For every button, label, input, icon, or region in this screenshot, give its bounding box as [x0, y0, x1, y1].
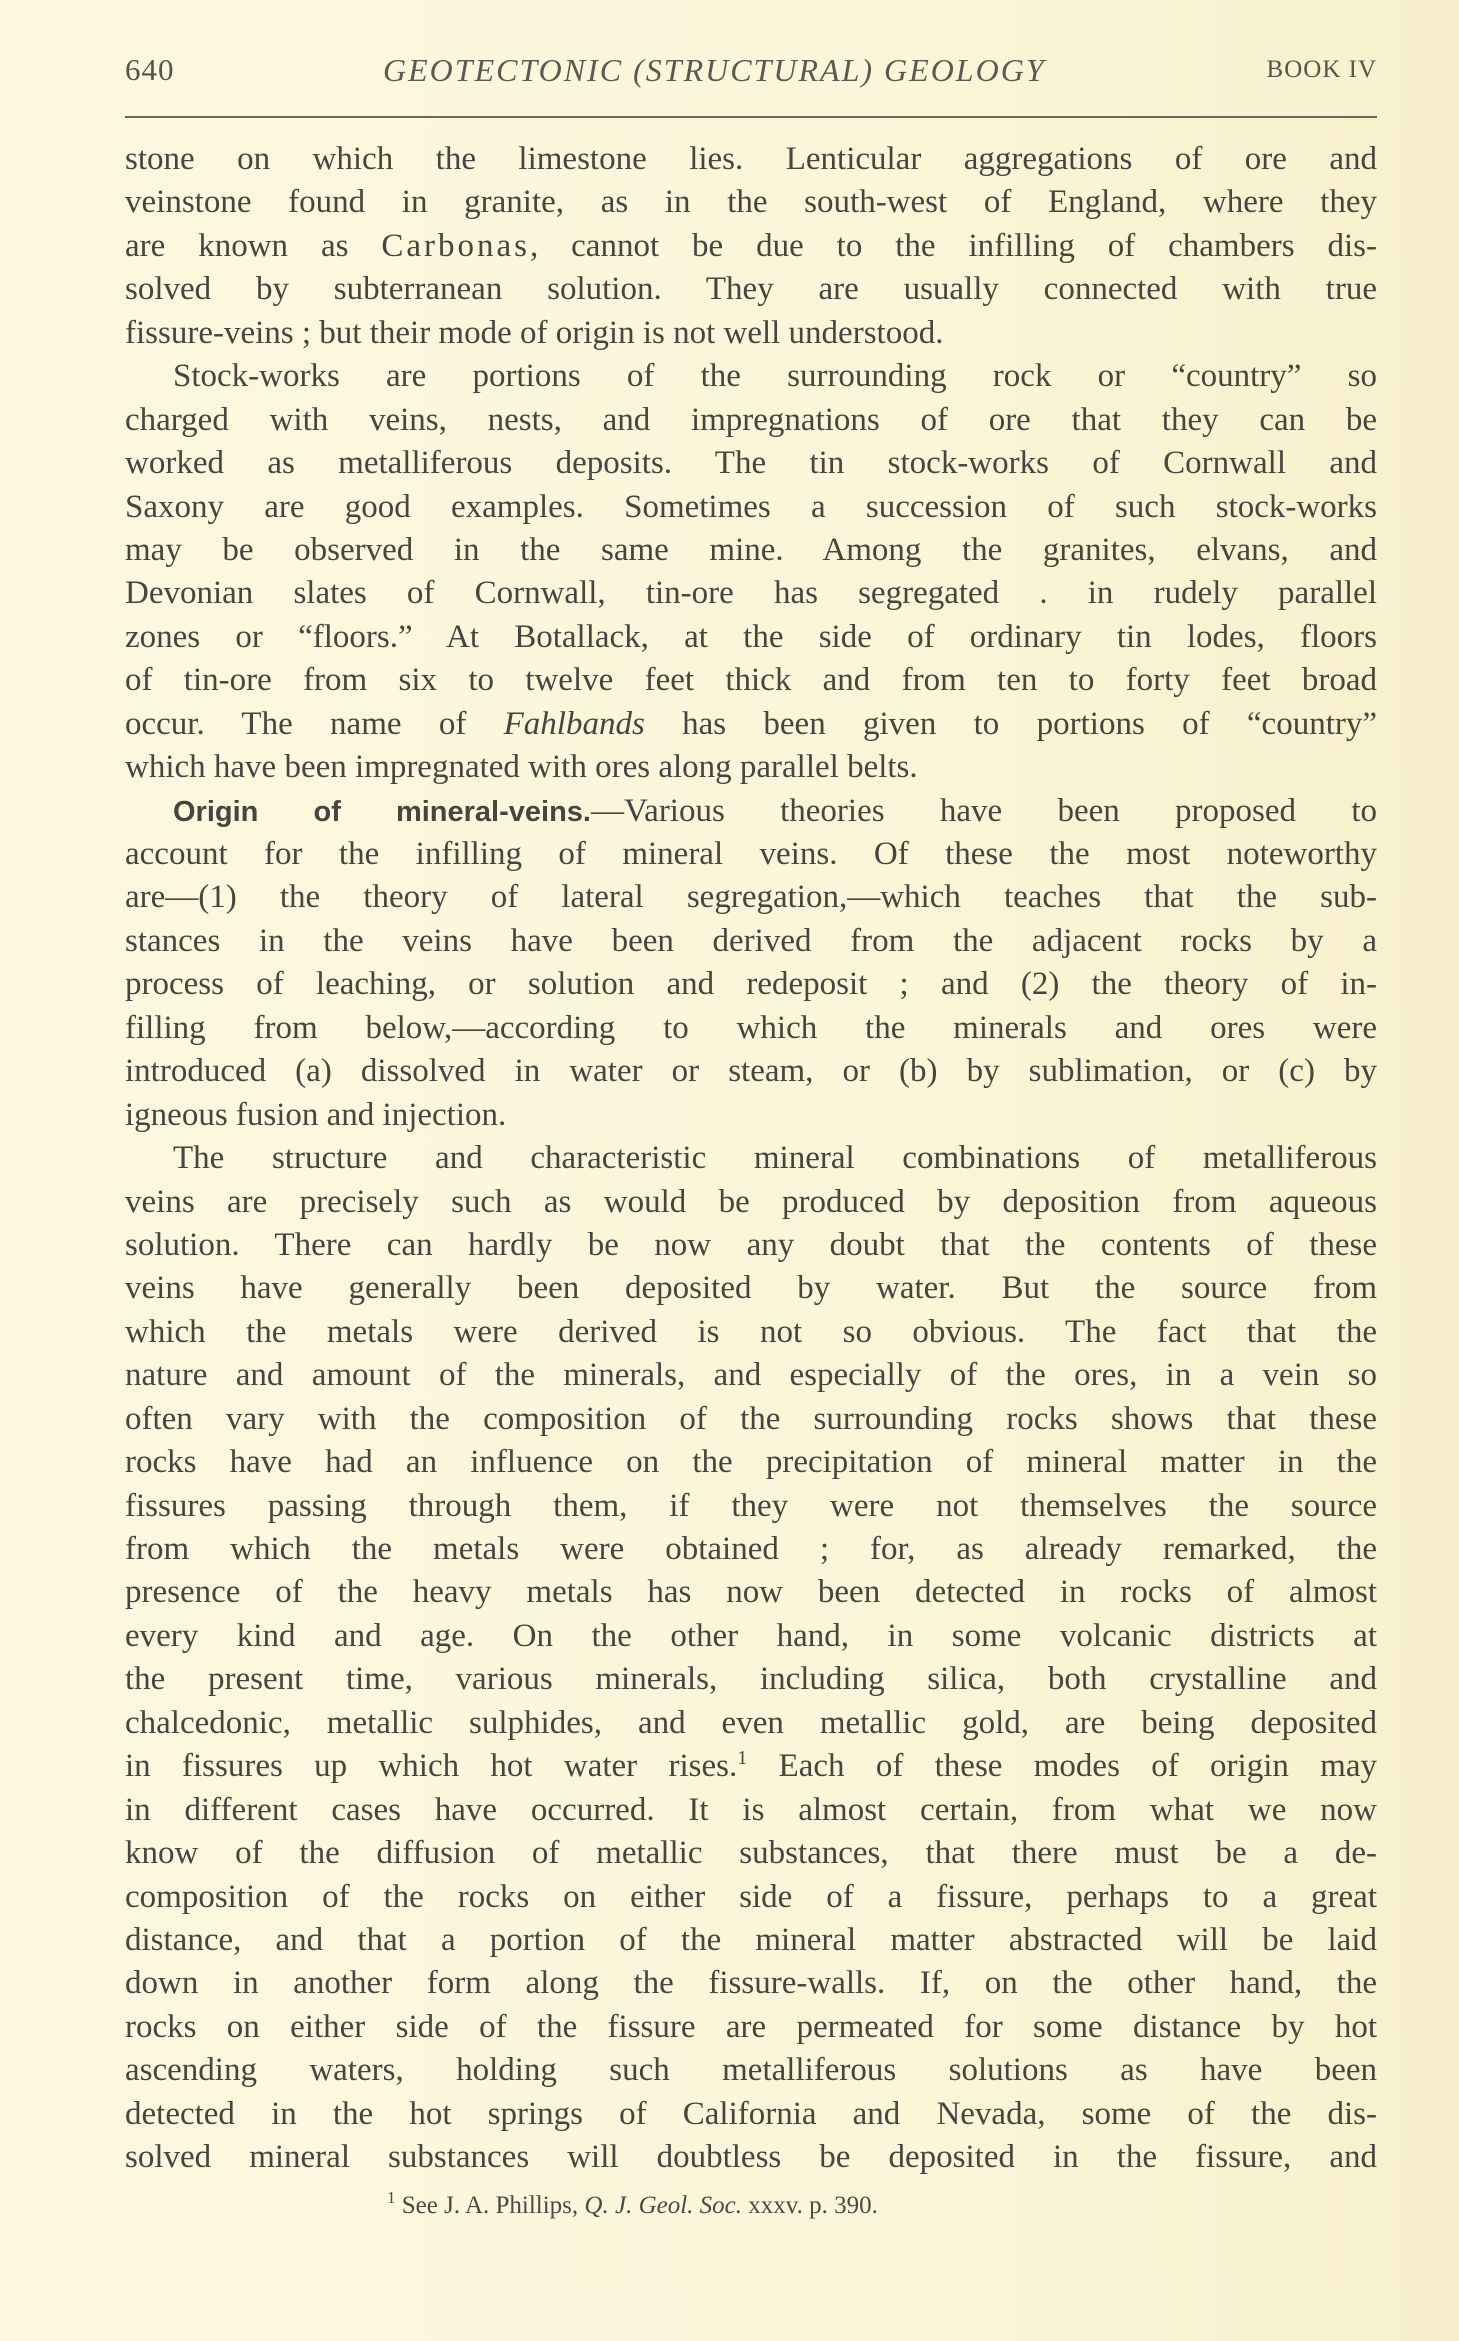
- text-line: [125, 2093, 1377, 2136]
- line-text: composition of the rocks on either side of a fissure, perhaps to a great: [125, 1878, 1377, 1915]
- text-line: [125, 1441, 1377, 1484]
- line-text: often vary with the composition of the surrounding rocks shows that these: [125, 1400, 1377, 1437]
- line-text: veins are precisely such as would be produced by deposition from aqueous: [125, 1183, 1377, 1220]
- line-text: Each of these modes of origin may: [747, 1748, 1377, 1785]
- footnote-journal: Q. J. Geol. Soc.: [584, 2192, 743, 2219]
- text-line: [125, 225, 1377, 268]
- text-line: [125, 1181, 1377, 1224]
- text-line: [125, 268, 1377, 311]
- text-line: [125, 1094, 1377, 1137]
- text-line: [125, 2006, 1377, 2049]
- text-line: [125, 876, 1377, 919]
- line-text: process of leaching, or solution and redeposit ; and (2) the theory of in-: [125, 966, 1377, 1003]
- text-line: [125, 1962, 1377, 2005]
- spaced-term: Carbonas: [381, 227, 530, 264]
- text-line: [125, 1745, 1377, 1788]
- line-text: are—(1) the theory of lateral segregation,—which teaches that the sub-: [125, 879, 1377, 916]
- text-line: [125, 1702, 1377, 1745]
- footnote-text-post: xxxv. p. 390.: [742, 2192, 878, 2219]
- header-rule: [125, 116, 1377, 118]
- italic-term: Fahlbands: [503, 705, 645, 742]
- text-line: [125, 1007, 1377, 1050]
- text-line: [125, 1658, 1377, 1701]
- running-title: GEOTECTONIC (STRUCTURAL) GEOLOGY: [383, 52, 1046, 88]
- page-number: 640: [125, 52, 175, 87]
- section-heading: Origin of mineral-veins.: [173, 795, 591, 828]
- text-line: [125, 1789, 1377, 1832]
- line-text: every kind and age. On the other hand, in some volcanic districts at: [125, 1617, 1377, 1654]
- footnote-text-pre: See J. A. Phillips,: [395, 2192, 585, 2219]
- text-line: [125, 616, 1377, 659]
- line-text: in fissures up which hot water rises.: [125, 1748, 738, 1785]
- text-line: [125, 790, 1377, 833]
- line-text: may be observed in the same mine. Among the granites, elvans, and: [125, 531, 1377, 568]
- line-text: —Various theories have been proposed to: [591, 792, 1377, 829]
- text-line: [125, 703, 1377, 746]
- text-line: [125, 1571, 1377, 1614]
- text-line: [125, 1224, 1377, 1267]
- text-line: [125, 1615, 1377, 1658]
- line-text: detected in the hot springs of California and Nevada, some of the dis-: [125, 2095, 1377, 2132]
- line-text: worked as metalliferous deposits. The tin stock-works of Cornwall and: [125, 445, 1377, 482]
- text-line: [125, 963, 1377, 1006]
- text-line: [125, 1832, 1377, 1875]
- line-text: are known as: [125, 227, 382, 264]
- line-text: the present time, various minerals, including silica, both crystalline and: [125, 1661, 1377, 1698]
- line-text: solution. There can hardly be now any doubt that the contents of these: [125, 1226, 1377, 1263]
- text-line: [125, 355, 1377, 398]
- line-text: zones or “floors.” At Botallack, at the side of ordinary tin lodes, floors: [125, 618, 1377, 655]
- text-line: [125, 1485, 1377, 1528]
- text-line: [125, 746, 1377, 789]
- line-text: from which the metals were obtained ; for, as already remarked, the: [125, 1531, 1377, 1567]
- line-text: occur. The name of: [125, 705, 504, 742]
- text-line: [125, 2049, 1377, 2092]
- line-text: stances in the veins have been derived from the adjacent rocks by a: [125, 922, 1377, 959]
- line-text: down in another form along the fissure-walls. If, on the other hand, the: [125, 1965, 1377, 2002]
- line-text: Saxony are good examples. Sometimes a succession of such stock-works: [125, 488, 1377, 525]
- text-line: [125, 529, 1377, 572]
- line-text: in different cases have occurred. It is almost certain, from what we now: [125, 1791, 1377, 1828]
- line-text: fissures passing through them, if they were not themselves the source: [125, 1487, 1377, 1524]
- line-text: introduced (a) dissolved in water or steam, or (b) by sublimation, or (c) by: [125, 1053, 1377, 1090]
- footnote-marker: 1: [387, 2188, 396, 2207]
- line-text: The structure and characteristic mineral combinations of metalliferous: [173, 1140, 1377, 1177]
- line-text: know of the diffusion of metallic substances, that there must be a de-: [125, 1835, 1377, 1872]
- line-text: igneous fusion and injection.: [125, 1096, 507, 1133]
- line-text: veins have generally been deposited by water. But the source from: [125, 1270, 1377, 1307]
- text-line: [125, 138, 1377, 181]
- line-text: ascending waters, holding such metalliferous solutions as have been: [125, 2052, 1377, 2089]
- line-text: fissure-veins ; but their mode of origin is not well understood.: [125, 314, 944, 351]
- text-line: [125, 1137, 1377, 1180]
- line-text: charged with veins, nests, and impregnations of ore that they can be: [125, 401, 1377, 438]
- line-text: solved by subterranean solution. They are usually connected with true: [125, 271, 1377, 308]
- text-line: [125, 399, 1377, 442]
- footnote-reference: 1: [737, 1747, 748, 1770]
- line-text: veinstone found in granite, as in the south-west of England, where they: [125, 184, 1377, 221]
- line-text: Devonian slates of Cornwall, tin-ore has segregated . in rudely parallel: [125, 575, 1377, 612]
- line-text: has been given to portions of “country”: [644, 705, 1377, 742]
- text-line: [125, 181, 1377, 224]
- text-line: [125, 486, 1377, 529]
- footnote: [387, 2188, 878, 2220]
- text-line: [125, 312, 1377, 355]
- line-text: rocks on either side of the fissure are permeated for some distance by hot: [125, 2008, 1377, 2045]
- line-text: , cannot be due to the infilling of chambers dis-: [530, 227, 1377, 264]
- line-text: of tin-ore from six to twelve feet thick and from ten to forty feet broad: [125, 662, 1377, 699]
- line-text: rocks have had an influence on the precipitation of mineral matter in the: [125, 1444, 1377, 1481]
- text-line: [125, 1050, 1377, 1093]
- body-text: [125, 138, 1377, 2180]
- text-line: [125, 1528, 1377, 1571]
- line-text: which have been impregnated with ores along parallel belts.: [125, 749, 918, 786]
- line-text: account for the infilling of mineral veins. Of these the most noteworthy: [125, 836, 1377, 872]
- line-text: which the metals were derived is not so obvious. The fact that the: [125, 1313, 1377, 1350]
- text-line: [125, 659, 1377, 702]
- line-text: Stock-works are portions of the surrounding rock or “country” so: [173, 358, 1377, 395]
- text-line: [125, 1398, 1377, 1441]
- text-line: [125, 1876, 1377, 1919]
- text-line: [125, 833, 1377, 876]
- text-line: [125, 442, 1377, 485]
- text-line: [125, 1267, 1377, 1310]
- text-line: [125, 1354, 1377, 1397]
- text-line: [125, 1919, 1377, 1962]
- running-head: [125, 52, 1377, 96]
- line-text: solved mineral substances will doubtless be deposited in the fissure, and: [125, 2139, 1377, 2176]
- text-line: [125, 572, 1377, 615]
- line-text: distance, and that a portion of the mineral matter abstracted will be laid: [125, 1921, 1377, 1958]
- book-label: BOOK IV: [1266, 56, 1377, 83]
- line-text: filling from below,—according to which the minerals and ores were: [125, 1009, 1377, 1046]
- text-line: [125, 920, 1377, 963]
- line-text: chalcedonic, metallic sulphides, and even metallic gold, are being deposited: [125, 1704, 1377, 1741]
- line-text: nature and amount of the minerals, and especially of the ores, in a vein so: [125, 1357, 1377, 1394]
- line-text: presence of the heavy metals has now been detected in rocks of almost: [125, 1574, 1377, 1611]
- text-line: [125, 2136, 1377, 2179]
- text-line: [125, 1311, 1377, 1354]
- line-text: stone on which the limestone lies. Lenticular aggregations of ore and: [125, 141, 1377, 177]
